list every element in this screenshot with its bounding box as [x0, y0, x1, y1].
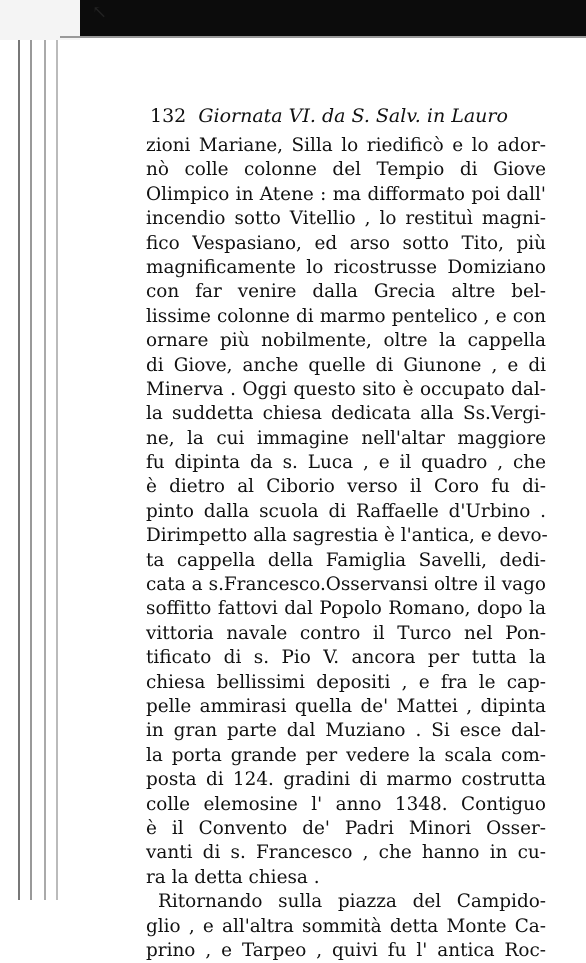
text-line: zioni Mariane, Silla lo riedificò e lo ador- — [146, 135, 546, 156]
text-line: colle elemosine l' anno 1348. Contiguo — [146, 793, 546, 815]
body-text — [146, 134, 546, 963]
text-line: con far venire dalla Grecia altre bel- — [146, 281, 546, 303]
text-line: tificato di s. Pio V. ancora per tutta la — [146, 647, 546, 669]
text-line: soffitto fattovi dal Popolo Romano, dopo la — [146, 598, 546, 620]
page-edge — [60, 36, 586, 38]
text-line: è il Convento de' Padri Minori Osser- — [146, 817, 546, 839]
text-line: la porta grande per vedere la scala com- — [146, 744, 546, 766]
text-line: vittoria navale contro il Turco nel Pon- — [146, 622, 546, 644]
page-number: 132 — [150, 105, 187, 127]
text-line: lissime colonne di marmo pentelico , e con — [146, 305, 546, 327]
text-line: incendio sotto Vitellio , lo restituì magni- — [146, 208, 546, 230]
text-line: fico Vespasiano, ed arso sotto Tito, più — [146, 232, 546, 254]
text-line: vanti di s. Francesco , che hanno in cu- — [146, 842, 546, 864]
text-line: magnificamente lo ricostrusse Domiziano — [146, 256, 546, 278]
text-line: Ritornando sulla piazza del Campido- — [158, 891, 546, 913]
book-spine — [0, 40, 60, 900]
text-line: chiesa bellissimi depositi , e fra le cap- — [146, 671, 546, 693]
text-line: posta di 124. gradini di marmo costrutta — [146, 769, 546, 791]
text-line: ornare più nobilmente, oltre la cappella — [146, 330, 546, 352]
running-title: Giornata VI. da S. Salv. in Lauro — [198, 105, 508, 127]
text-line: nò colle colonne del Tempio di Giove — [146, 159, 546, 181]
text-line: prino , e Tarpeo , quivi fu l' antica Roc- — [146, 939, 546, 961]
page-header — [150, 104, 550, 128]
text-line: fu dipinta da s. Luca , e il quadro , che — [146, 452, 546, 474]
text-line: pelle ammirasi quella de' Mattei , dipinta — [146, 695, 546, 717]
scan-margin-top — [0, 0, 80, 40]
text-line: ta cappella della Famiglia Savelli, dedi- — [146, 549, 546, 571]
text-line: cata a s.Francesco.Osservansi oltre il vago — [146, 574, 546, 596]
text-line: la suddetta chiesa dedicata alla Ss.Vergi- — [146, 403, 546, 425]
text-line: ra la detta chiesa . — [146, 866, 320, 888]
text-line: pinto dalla scuola di Raffaelle d'Urbino . — [146, 500, 546, 522]
text-line: di Giove, anche quelle di Giunone , e di — [146, 354, 546, 376]
text-line: Dirimpetto alla sagrestia è l'antica, e devo- — [146, 525, 548, 547]
text-line: Minerva . Oggi questo sito è occupato dal- — [146, 378, 546, 400]
text-line: è dietro al Ciborio verso il Coro fu di- — [146, 476, 546, 498]
text-line: in gran parte dal Muziano . Si esce dal- — [146, 720, 546, 742]
scan-corner-mark: ↖ — [92, 2, 108, 23]
text-line: glio , e all'altra sommità detta Monte Ca- — [146, 915, 546, 937]
scan-dark-band — [80, 0, 586, 36]
text-line: Olimpico in Atene : ma difformato poi dall' — [146, 183, 546, 205]
text-line: ne, la cui immagine nell'altar maggiore — [146, 427, 546, 449]
